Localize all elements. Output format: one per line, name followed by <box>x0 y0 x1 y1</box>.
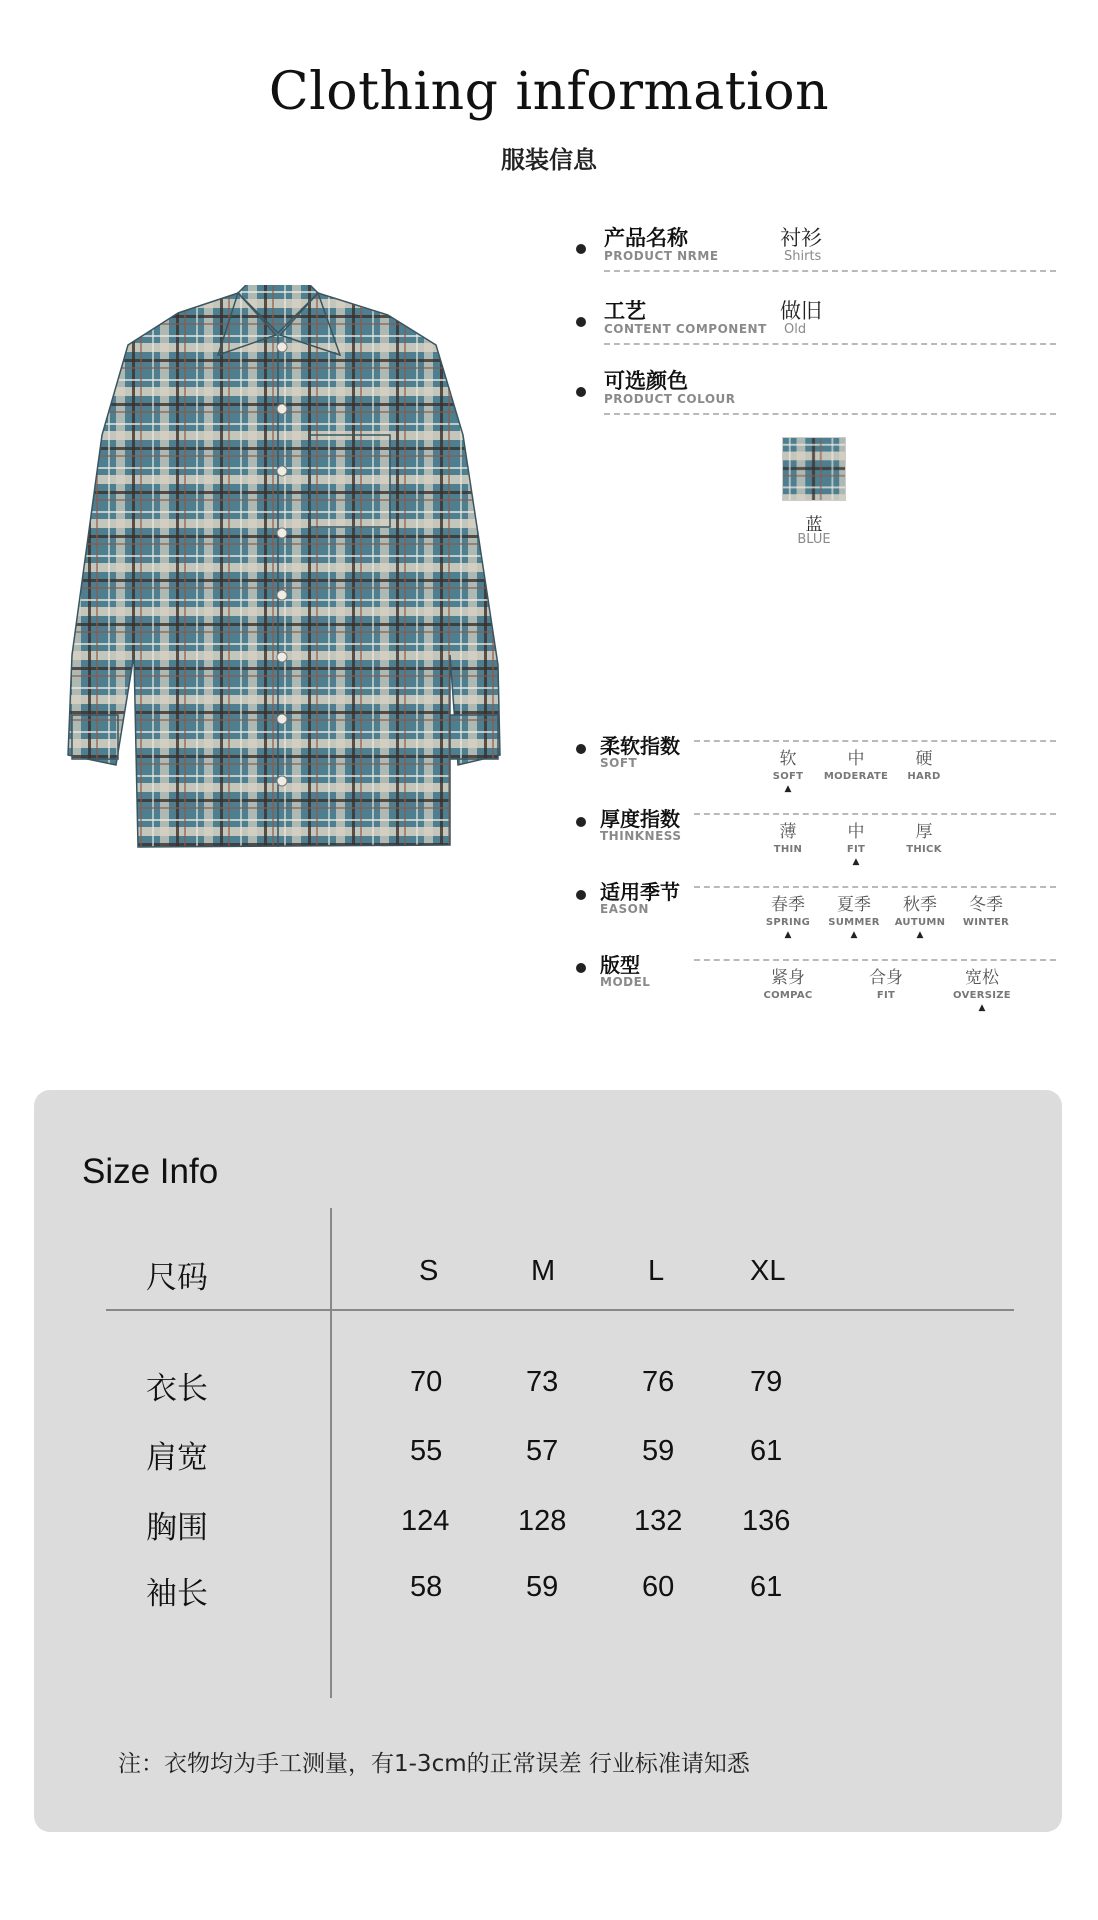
option-winter <box>946 890 1026 941</box>
option-en: THICK <box>906 844 942 855</box>
page-title-cn: 服装信息 <box>501 146 597 174</box>
option-en: MODERATE <box>823 771 889 782</box>
info-value-en: Old <box>784 322 807 337</box>
selected-marker: ▲ <box>784 784 792 794</box>
size-cell: 128 <box>518 1505 567 1537</box>
selected-marker: ▲ <box>916 930 924 940</box>
attr-label-cn: 适用季节 <box>600 880 680 904</box>
bullet-dot <box>576 244 586 254</box>
option-oversize <box>942 963 1022 1014</box>
option-cn: 秋季 <box>903 895 937 915</box>
attr-row-model <box>576 949 1056 1019</box>
size-header-label: 尺码 <box>146 1260 208 1296</box>
size-cell: 59 <box>642 1435 675 1467</box>
size-info-panel <box>34 1090 1062 1832</box>
dashed-divider <box>694 959 1056 961</box>
dashed-divider <box>604 343 1056 345</box>
bullet-dot <box>576 963 586 973</box>
option-cn: 合身 <box>869 968 903 988</box>
info-value-en: Shirts <box>784 249 822 264</box>
option-cn: 宽松 <box>965 968 999 988</box>
size-cell: 59 <box>526 1571 559 1603</box>
swatch-label-cn: 蓝 <box>805 515 823 535</box>
bullet-dot <box>576 744 586 754</box>
size-cell: 136 <box>742 1505 791 1537</box>
size-cell: 60 <box>642 1571 675 1603</box>
option-en: SUMMER <box>828 917 880 928</box>
size-col-header: XL <box>750 1255 786 1287</box>
option-cn: 夏季 <box>837 895 871 915</box>
size-cell: 70 <box>410 1366 443 1398</box>
table-horizontal-divider <box>106 1309 1014 1311</box>
attr-label-en: SOFT <box>600 756 638 770</box>
option-cn: 硬 <box>915 749 933 769</box>
selected-marker: ▲ <box>852 857 860 867</box>
option-en: FIT <box>876 990 896 1001</box>
option-en: OVERSIZE <box>953 990 1011 1001</box>
info-label-cn: 产品名称 <box>604 226 688 250</box>
option-cn: 春季 <box>771 895 805 915</box>
size-col-header: S <box>419 1255 439 1287</box>
info-label-en: CONTENT COMPONENT <box>604 322 767 336</box>
size-cell: 132 <box>634 1505 683 1537</box>
info-label-cn: 可选颜色 <box>604 369 688 393</box>
bullet-dot <box>576 317 586 327</box>
bullet-dot <box>576 890 586 900</box>
attr-label-en: MODEL <box>600 975 651 989</box>
size-cell: 79 <box>750 1366 783 1398</box>
attr-row-thickness <box>576 803 1056 873</box>
info-value-cn: 做旧 <box>780 299 822 323</box>
size-info-title: Size Info <box>82 1152 219 1191</box>
info-row-craft <box>576 295 1056 355</box>
info-row-colour <box>576 365 1056 425</box>
info-row-product-name <box>576 222 1056 282</box>
attr-label-en: EASON <box>600 902 649 916</box>
size-cell: 76 <box>642 1366 675 1398</box>
size-row-label: 袖长 <box>146 1576 208 1612</box>
dashed-divider <box>694 886 1056 888</box>
selected-marker <box>884 783 964 795</box>
info-label-cn: 工艺 <box>604 299 646 323</box>
selected-marker <box>946 929 1026 941</box>
dashed-divider <box>694 813 1056 815</box>
option-en: COMPAC <box>763 990 813 1001</box>
option-cn: 中 <box>847 749 865 769</box>
info-value-cn: 衬衫 <box>780 226 822 250</box>
attr-label-cn: 版型 <box>600 953 640 977</box>
attr-label-cn: 柔软指数 <box>600 734 680 758</box>
option-cn: 薄 <box>779 822 797 842</box>
option-cn: 中 <box>847 822 865 842</box>
info-label-en: PRODUCT NRME <box>604 249 719 263</box>
size-row-label: 胸围 <box>146 1510 208 1546</box>
option-cn: 厚 <box>915 822 933 842</box>
option-compact <box>748 963 828 1014</box>
selected-marker <box>846 1002 926 1014</box>
selected-marker <box>748 1002 828 1014</box>
plaid-shirt-image <box>58 285 508 865</box>
option-en: SPRING <box>765 917 811 928</box>
size-row-label: 衣长 <box>146 1371 208 1407</box>
option-regular-fit <box>846 963 926 1014</box>
option-thick <box>884 817 964 868</box>
size-cell: 61 <box>750 1435 783 1467</box>
selected-marker: ▲ <box>850 930 858 940</box>
option-cn: 冬季 <box>969 895 1003 915</box>
attr-row-softness <box>576 730 1056 800</box>
dashed-divider <box>604 413 1056 415</box>
option-en: AUTUMN <box>894 917 946 928</box>
attr-label-cn: 厚度指数 <box>600 807 680 831</box>
size-cell: 58 <box>410 1571 443 1603</box>
attr-row-season <box>576 876 1056 946</box>
size-cell: 124 <box>401 1505 450 1537</box>
size-col-header: M <box>531 1255 556 1287</box>
colour-swatch-blue[interactable] <box>782 437 846 501</box>
option-cn: 紧身 <box>771 968 805 988</box>
page-title-en: Clothing information <box>268 62 830 122</box>
selected-marker: ▲ <box>784 930 792 940</box>
info-label-en: PRODUCT COLOUR <box>604 392 736 406</box>
size-cell: 61 <box>750 1571 783 1603</box>
option-hard <box>884 744 964 795</box>
dashed-divider <box>604 270 1056 272</box>
size-row-label: 肩宽 <box>146 1440 208 1476</box>
measurement-note: 注：衣物均为手工测量，有1-3cm的正常误差 行业标准请知悉 <box>118 1751 750 1777</box>
option-en: WINTER <box>962 917 1010 928</box>
bullet-dot <box>576 817 586 827</box>
size-cell: 73 <box>526 1366 559 1398</box>
dashed-divider <box>694 740 1056 742</box>
table-vertical-divider <box>330 1208 332 1698</box>
selected-marker: ▲ <box>978 1003 986 1013</box>
size-cell: 57 <box>526 1435 559 1467</box>
option-cn: 软 <box>779 749 797 769</box>
option-en: THIN <box>773 844 803 855</box>
attr-label-en: THINKNESS <box>600 829 682 843</box>
option-en: FIT <box>846 844 866 855</box>
size-cell: 55 <box>410 1435 443 1467</box>
selected-marker <box>884 856 964 868</box>
bullet-dot <box>576 387 586 397</box>
size-col-header: L <box>648 1255 665 1287</box>
option-en: HARD <box>907 771 941 782</box>
option-en: SOFT <box>772 771 804 782</box>
swatch-label-en: BLUE <box>797 532 831 547</box>
